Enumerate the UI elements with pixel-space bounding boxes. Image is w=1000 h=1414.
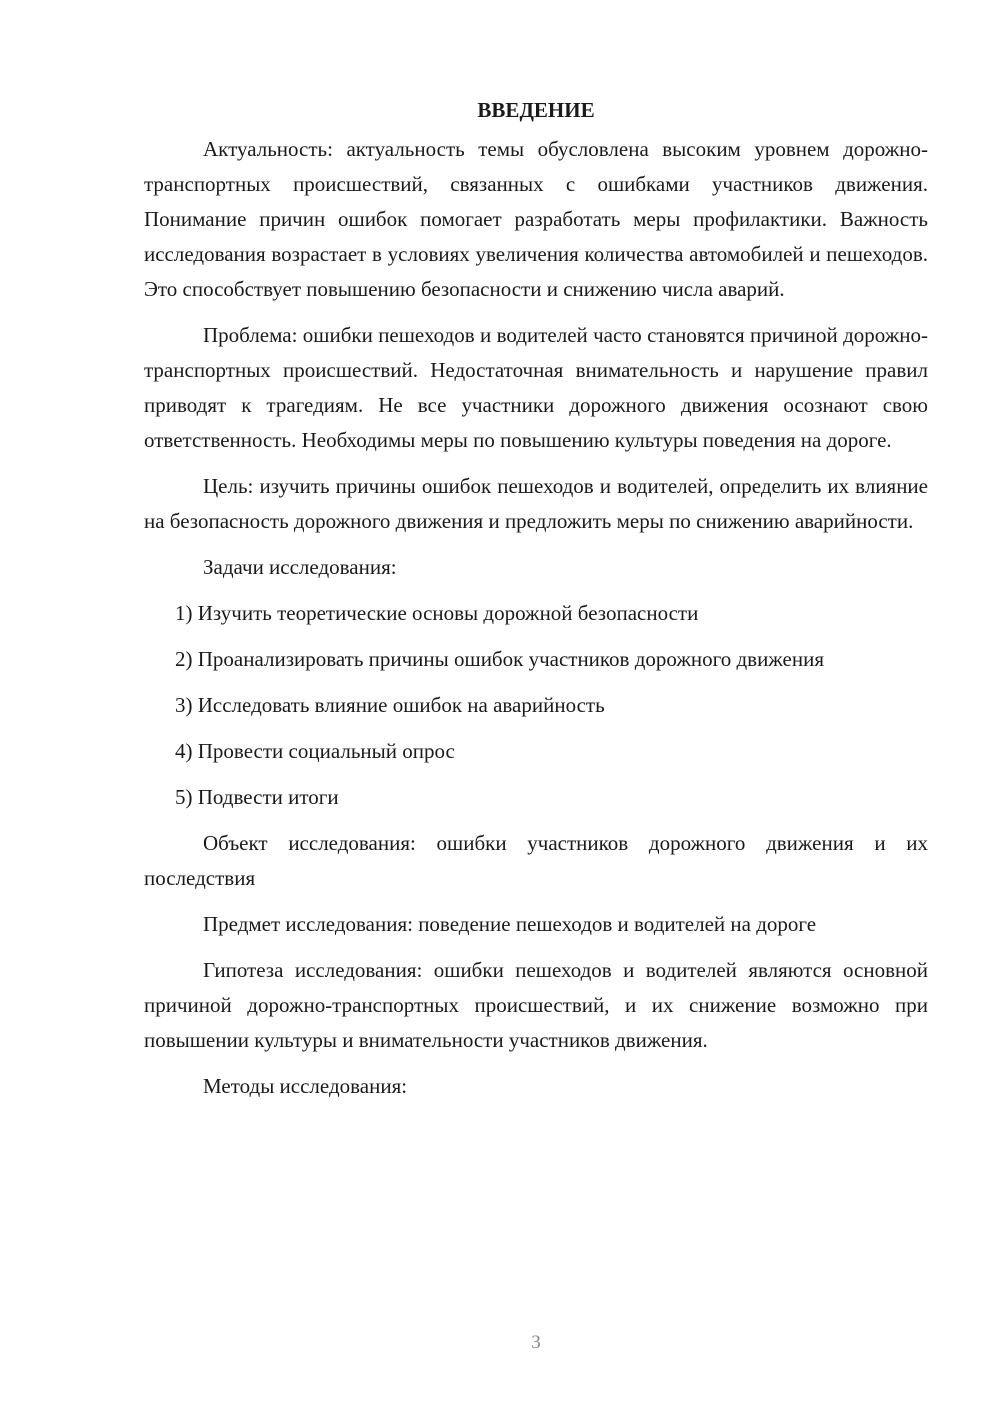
paragraph-object: Объект исследования: ошибки участников дорожного движения и их последствия	[144, 831, 928, 890]
paragraph-goal: Цель: изучить причины ошибок пешеходов и водителей, определить их влияние на безопасность дорожного движения и предложить меры по снижению аварийности.	[144, 474, 928, 533]
task-item: 3) Исследовать влияние ошибок на аварийность	[175, 693, 605, 717]
paragraph-subject: Предмет исследования: поведение пешеходов и водителей на дороге	[203, 912, 817, 936]
paragraph-methods-heading: Методы исследования:	[203, 1074, 408, 1098]
page-title: ВВЕДЕНИЕ	[477, 98, 595, 122]
task-item: 5) Подвести итоги	[175, 785, 339, 809]
paragraph-tasks-heading: Задачи исследования:	[203, 555, 397, 579]
task-item: 2) Проанализировать причины ошибок участников дорожного движения	[175, 647, 825, 671]
paragraph-problem: Проблема: ошибки пешеходов и водителей часто становятся причиной дорожно-транспортных происшествий. Недостаточная внимательность и нарушение правил приводят к трагедиям. Не все участники дорожного движения осознают свою ответственность. Необходимы меры по повышению культуры поведения на дороге.	[144, 323, 928, 452]
task-item: 4) Провести социальный опрос	[175, 739, 455, 763]
paragraph-relevance: Актуальность: актуальность темы обусловлена высоким уровнем дорожно-транспортных происшествий, связанных с ошибками участников движения. Понимание причин ошибок помогает разработать меры профилактики. Важность исследования возрастает в условиях увеличения количества автомобилей и пешеходов. Это способствует повышению безопасности и снижению числа аварий.	[144, 137, 928, 301]
document-page	[144, 92, 928, 1115]
page-number: 3	[531, 1332, 541, 1353]
task-item: 1) Изучить теоретические основы дорожной безопасности	[175, 601, 699, 625]
paragraph-hypothesis: Гипотеза исследования: ошибки пешеходов и водителей являются основной причиной дорожно-транспортных происшествий, и их снижение возможно при повышении культуры и внимательности участников движения.	[144, 958, 928, 1052]
